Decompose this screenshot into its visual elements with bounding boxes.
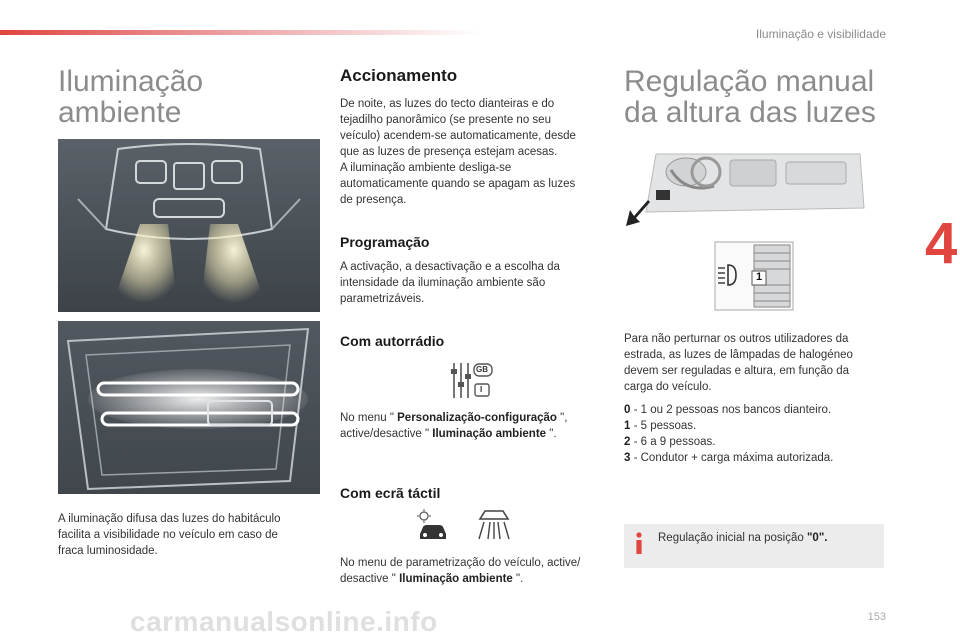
audio-settings-icon [449, 360, 495, 402]
front-ceiling-light-photo [58, 139, 320, 312]
page-title-right: Regulação manual da altura das luzes [624, 65, 876, 129]
header-accent-bar [0, 30, 480, 35]
info-icon [634, 532, 644, 554]
accionamento-text: De noite, as luzes do tecto dianteiras e do tejadilho panorâmico (se presente no seu veículo) acendem-se automaticamente, desde que as luzes de presença estejam acesas. A iluminação ambiente desliga-se automaticamente quando se apagam as luzes de presença. [340, 98, 576, 206]
heading-accionamento: Accionamento [340, 66, 458, 85]
list-item: 3 - Condutor + carga máxima autorizada. [624, 452, 834, 464]
ambient-light-icon [474, 507, 514, 543]
section-title: Iluminação e visibilidade [755, 27, 886, 41]
load-positions-list [624, 402, 894, 466]
badge-i: I [480, 385, 483, 394]
info-note-text: Regulação inicial na posição "0". [658, 532, 828, 544]
headlamp-thumbwheel-illustration [714, 241, 794, 311]
heading-programacao: Programação [340, 234, 430, 250]
autorradio-text: No menu " Personalização-configuração ", active/desactive " Iluminação ambiente ". [340, 412, 568, 440]
list-item: 0 - 1 ou 2 pessoas nos bancos dianteiro. [624, 404, 832, 416]
list-item: 2 - 6 a 9 pessoas. [624, 436, 716, 448]
page-title-left: Iluminação ambiente [58, 65, 204, 129]
heading-ecra-tactil: Com ecrã táctil [340, 485, 441, 501]
programacao-text: A activação, a desactivação e a escolha da intensidade da iluminação ambiente são parametrizáveis. [340, 261, 560, 305]
heading-autorradio: Com autorrádio [340, 333, 445, 349]
panoramic-roof-light-photo [58, 321, 320, 494]
thumbwheel-value: 1 [756, 271, 763, 283]
dashboard-illustration [626, 150, 866, 230]
right-paragraph: Para não perturnar os outros utilizadores da estrada, as luzes de lâmpadas de halogéneo devem ser reguladas e altura, em função da carga do veículo. [624, 333, 853, 393]
watermark: carmanualsonline.info [130, 606, 438, 637]
chapter-number: 4 [925, 211, 958, 276]
ecra-text: No menu de parametrização do veículo, active/ desactive " Iluminação ambiente ". [340, 557, 581, 585]
left-caption: A iluminação difusa das luzes do habitáculo facilita a visibilidade no veículo em caso de fraca luminosidade. [58, 513, 281, 557]
badge-gb: GB [476, 365, 488, 374]
vehicle-settings-icon [415, 508, 449, 542]
list-item: 1 - 5 pessoas. [624, 420, 697, 432]
page-number: 153 [867, 611, 886, 623]
